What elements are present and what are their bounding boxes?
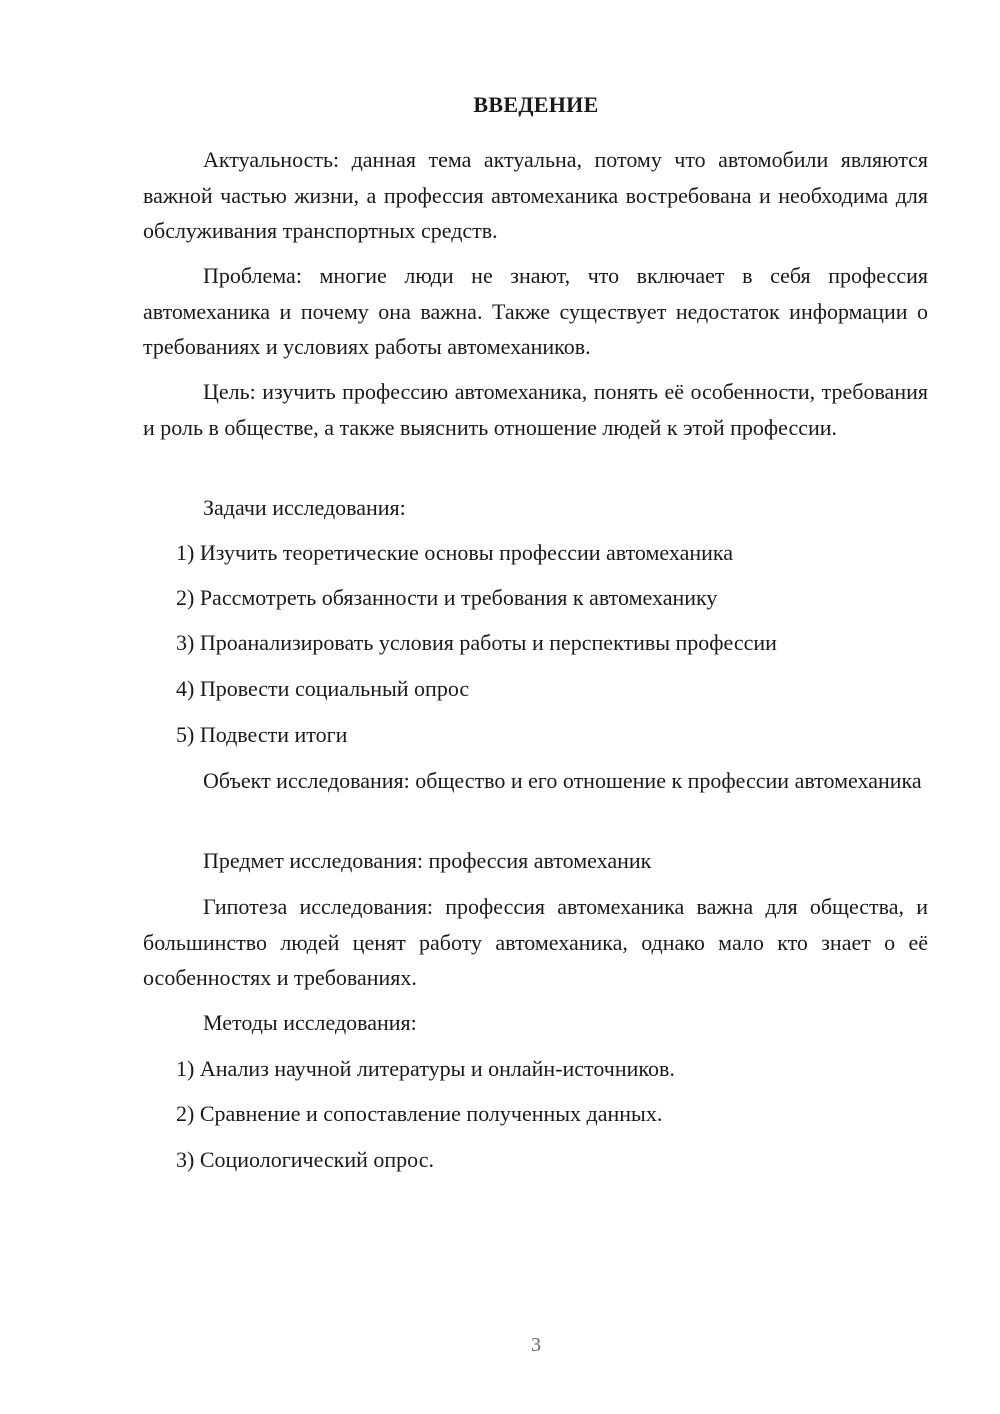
object-paragraph: Объект исследования: общество и его отношение к профессии автомеханика xyxy=(203,768,922,793)
task-item: 1) Изучить теоретические основы профессии автомеханика xyxy=(176,540,734,565)
task-item: 3) Проанализировать условия работы и перспективы профессии xyxy=(176,630,777,655)
method-item: 1) Анализ научной литературы и онлайн-источников. xyxy=(176,1056,675,1081)
method-item: 3) Социологический опрос. xyxy=(176,1147,434,1172)
methods-heading: Методы исследования: xyxy=(203,1010,417,1035)
task-item: 4) Провести социальный опрос xyxy=(176,676,470,701)
page-number: 3 xyxy=(531,1334,541,1356)
method-item: 2) Сравнение и сопоставление полученных данных. xyxy=(176,1101,663,1126)
task-item: 5) Подвести итоги xyxy=(176,722,348,747)
section-title: ВВЕДЕНИЕ xyxy=(473,92,599,117)
hypothesis-paragraph: Гипотеза исследования: профессия автомеханика важна для общества, и большинство людей ценят работу автомеханика, однако мало кто знает о её особенностях и требованиях. xyxy=(143,894,928,990)
tasks-heading: Задачи исследования: xyxy=(203,495,406,520)
subject-paragraph: Предмет исследования: профессия автомеханик xyxy=(203,848,652,873)
goal-paragraph: Цель: изучить профессию автомеханика, понять её особенности, требования и роль в обществе, а также выяснить отношение людей к этой профессии. xyxy=(143,379,928,440)
task-item: 2) Рассмотреть обязанности и требования к автомеханику xyxy=(176,585,718,610)
relevance-paragraph: Актуальность: данная тема актуальна, потому что автомобили являются важной частью жизни, а профессия автомеханика востребована и необходима для обслуживания транспортных средств. xyxy=(143,147,928,243)
problem-paragraph: Проблема: многие люди не знают, что включает в себя профессия автомеханика и почему она важна. Также существует недостаток информации о требованиях и условиях работы автомехаников. xyxy=(143,263,928,359)
